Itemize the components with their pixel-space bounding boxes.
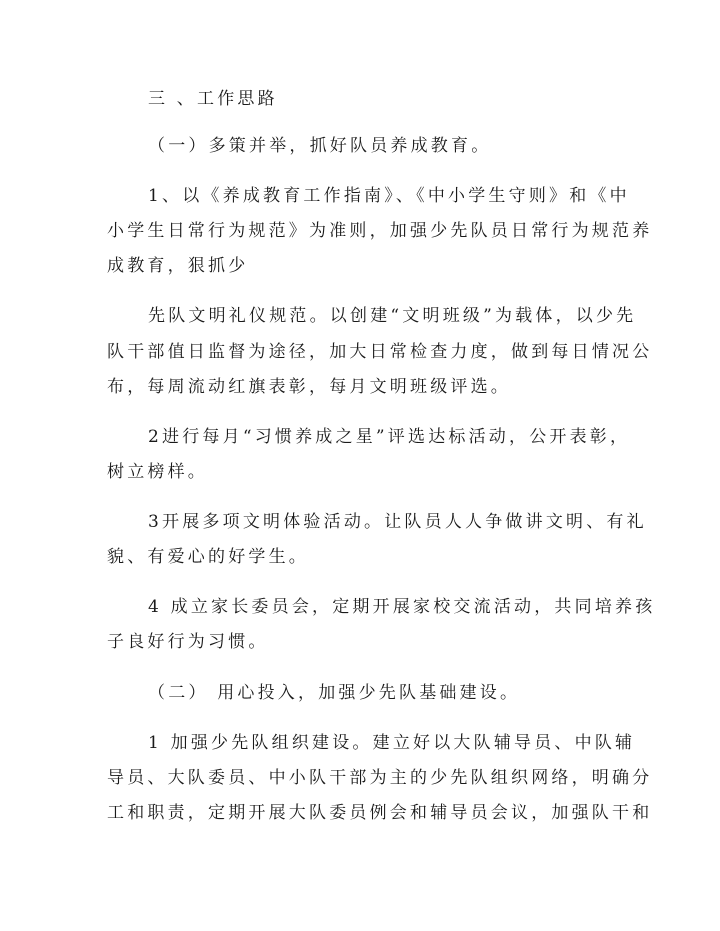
- paragraph-2-line-3: 布，每周流动红旗表彰，每月文明班级评选。: [107, 377, 511, 397]
- subsection-heading-2: （二） 用心投入，加强少先队基础建设。: [148, 683, 521, 703]
- paragraph-6-line-1: 1 加强少先队组织建设。建立好以大队辅导员、中队辅: [148, 733, 636, 753]
- paragraph-1-line-1: 1、以《养成教育工作指南》、《中小学生守则》和《中: [148, 186, 630, 206]
- paragraph-4-line-2: 貌、有爱心的好学生。: [107, 547, 309, 567]
- paragraph-6-line-2: 导员、大队委员、中小队干部为主的少先队组织网络，明确分: [107, 768, 653, 788]
- paragraph-6-line-3: 工和职责，定期开展大队委员例会和辅导员会议，加强队干和: [107, 803, 653, 823]
- paragraph-2-line-1: 先队文明礼仪规范。以创建“文明班级”为载体，以少先: [148, 306, 637, 326]
- paragraph-3-line-1: 2进行每月“习惯养成之星”评选达标活动，公开表彰，: [148, 427, 631, 447]
- paragraph-2-line-2: 队干部值日监督为途径，加大日常检查力度，做到每日情况公: [107, 342, 653, 362]
- paragraph-5-line-1: 4 成立家长委员会，定期开展家校交流活动，共同培养孩: [148, 597, 656, 617]
- paragraph-1-line-2: 小学生日常行为规范》为准则，加强少先队员日常行为规范养: [107, 221, 653, 241]
- section-heading: 三 、工作思路: [148, 89, 278, 109]
- paragraph-5-line-2: 子良好行为习惯。: [107, 632, 269, 652]
- paragraph-1-line-3: 成教育，狠抓少: [107, 256, 249, 276]
- paragraph-4-line-1: 3开展多项文明体验活动。让队员人人争做讲文明、有礼: [148, 512, 647, 532]
- subsection-heading-1: （一）多策并举，抓好队员养成教育。: [148, 136, 492, 156]
- paragraph-3-line-2: 树立榜样。: [107, 462, 208, 482]
